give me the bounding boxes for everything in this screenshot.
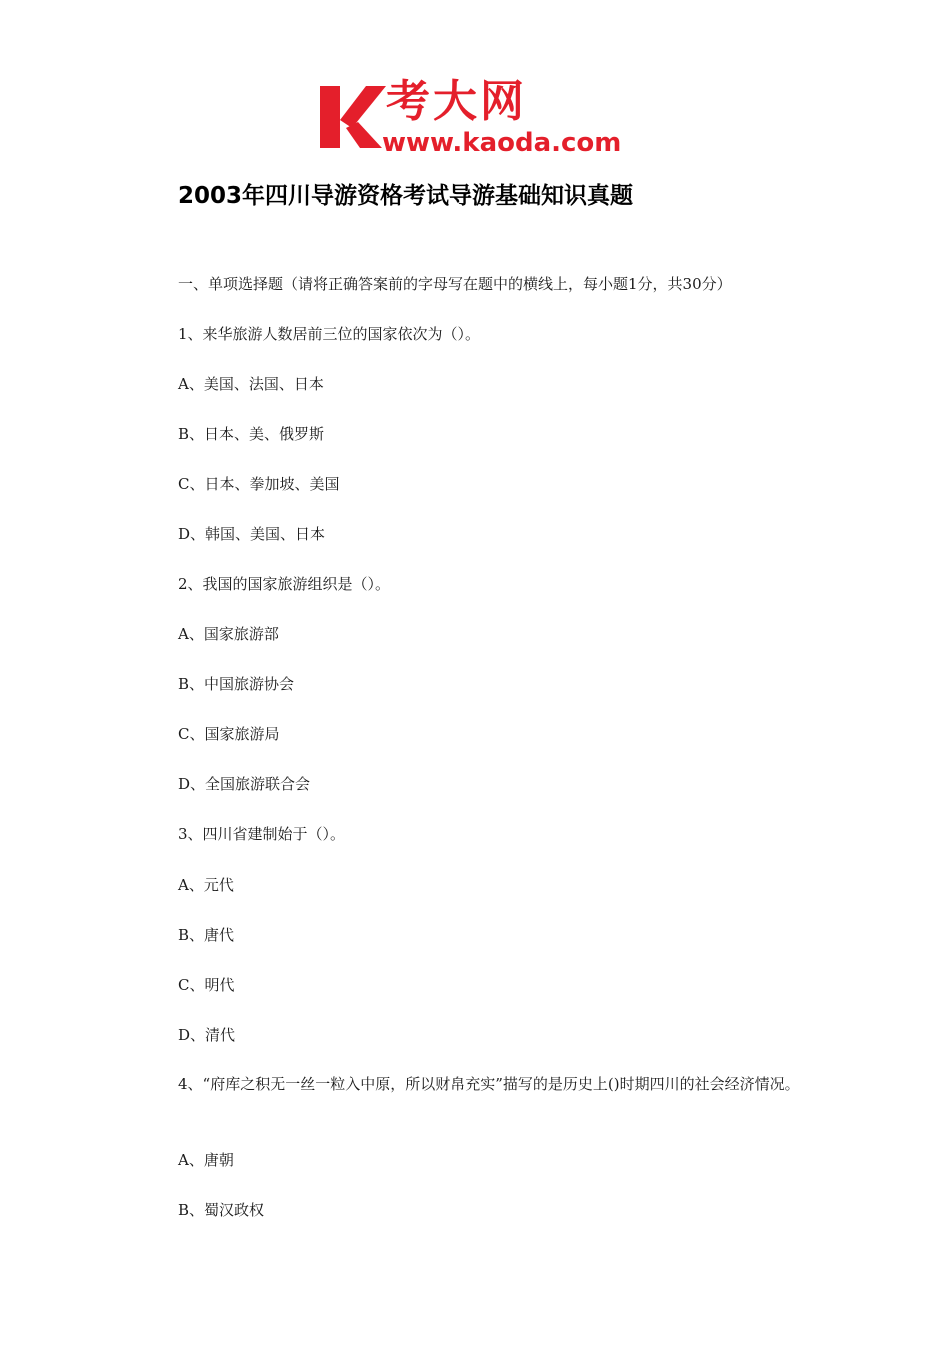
question-2-option-c: C、国家旅游局 [178, 725, 280, 743]
question-1-option-c: C、日本、拳加坡、美国 [178, 475, 340, 493]
question-1-option-a: A、美国、法国、日本 [178, 375, 324, 393]
kaoda-logo [318, 76, 640, 160]
section-heading: 一、单项选择题（请将正确答案前的字母写在题中的横线上，每小题1分，共30分） [178, 275, 732, 293]
question-3-option-a: A、元代 [178, 876, 234, 894]
question-1-option-b: B、日本、美、俄罗斯 [178, 425, 325, 443]
question-4-option-a: A、唐朝 [178, 1151, 234, 1169]
question-1-option-d: D、韩国、美国、日本 [178, 525, 326, 543]
question-2-option-b: B、中国旅游协会 [178, 675, 295, 693]
logo-brand-text: 考大网 [386, 76, 527, 127]
question-3-option-d: D、清代 [178, 1026, 236, 1044]
k-logo-mark-icon [318, 76, 388, 160]
question-3-option-c: C、明代 [178, 976, 235, 994]
question-2-option-d: D、全国旅游联合会 [178, 775, 311, 793]
question-2-option-a: A、国家旅游部 [178, 625, 279, 643]
question-3-option-b: B、唐代 [178, 926, 235, 944]
question-3-stem: 3、四川省建制始于（）。 [178, 825, 346, 843]
question-4-option-b: B、蜀汉政权 [178, 1201, 265, 1219]
question-2-stem: 2、我国的国家旅游组织是（）。 [178, 575, 391, 593]
question-1-stem: 1、来华旅游人数居前三位的国家依次为（）。 [178, 325, 481, 343]
question-4-stem: 4、“府库之积无一丝一粒入中原，所以财帛充实”描写的是历史上()时期四川的社会经济情况。 [178, 1075, 800, 1093]
page-title: 2003年四川导游资格考试导游基础知识真题 [178, 183, 634, 209]
logo-url-text: www.kaoda.com [382, 128, 622, 158]
